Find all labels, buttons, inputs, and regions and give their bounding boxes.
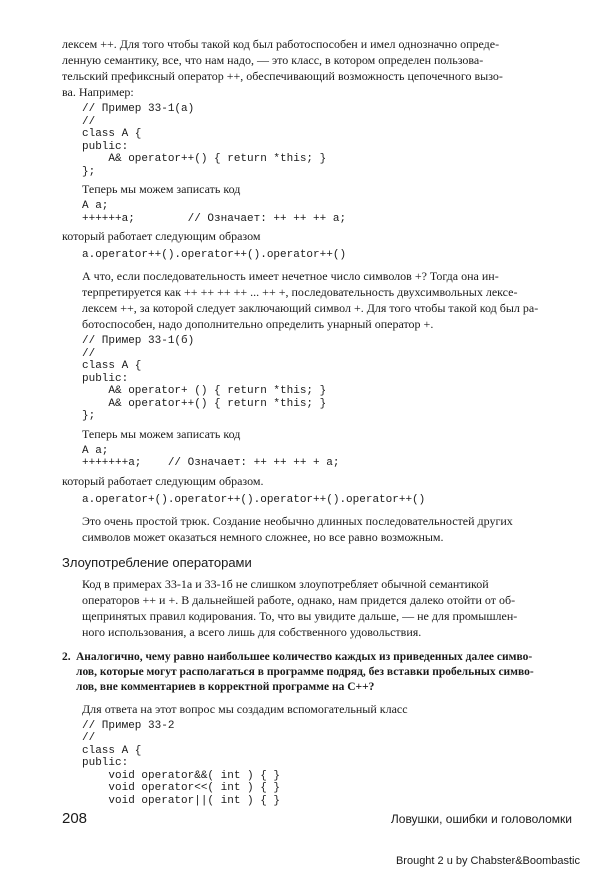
paragraph-odd [62, 268, 572, 332]
code-example-33-1b: // Пример 33-1(б) // class A { public: A& operator+ () { return *this; } A& operator++() { return *this; } }; [82, 335, 327, 422]
text-line: лексем ++. Для того чтобы такой код был работоспособен и имел однозначно опреде- [62, 37, 500, 51]
paragraph-intro [62, 36, 572, 100]
text-line: символов может оказаться немного сложнее, но все равно возможным. [82, 529, 444, 544]
text-line: лексем ++, за которой следует заключающий символ +. Для того чтобы такой код был ра- [82, 301, 539, 315]
text-answer-intro: Для ответа на этот вопрос мы создадим вспомогательный класс [82, 701, 408, 716]
code-usage-2: A a; +++++++a; // Означает: ++ ++ ++ + a; [82, 444, 340, 469]
section-heading: Злоупотребление операторами [62, 554, 252, 570]
question-number: 2. [62, 650, 71, 663]
page-number: 208 [62, 810, 88, 827]
question-line: Аналогично, чему равно наибольшее количество каждых из приведенных далее симво- [76, 650, 533, 663]
code-example-33-2: // Пример 33-2 // class A { public: void operator&&( int ) { } void operator<<( int ) { } void operator||( int ) { } [82, 719, 281, 807]
code-example-33-1a: // Пример 33-1(а) // class A { public: A& operator++() { return *this; } }; [82, 103, 327, 178]
text-line: терпретируется как ++ ++ ++ ++ ... ++ +, последовательность двухсимвольных лексе- [82, 285, 518, 299]
text-write-code: Теперь мы можем записать код [82, 426, 241, 441]
expression-2: a.operator+().operator++().operator++().operator++() [82, 493, 426, 506]
text-line: щепринятых правил кодирования. То, что вы увидите дальше, — не для промышлен- [82, 608, 518, 623]
text-line: ленную семантику, все, что нам надо, — это класс, в котором определен пользова- [62, 53, 484, 67]
code-usage-1: A a; ++++++a; // Означает: ++ ++ ++ a; [82, 200, 347, 225]
text-write-code: Теперь мы можем записать код [82, 182, 241, 196]
question-line: лов, которые могут располагаться в программе подряд, без вставки пробельных симво- [76, 665, 534, 678]
text-line: А что, если последовательность имеет нечетное число символов +? Тогда она ин- [82, 269, 499, 283]
page-body [62, 36, 572, 810]
scan-credit: Brought 2 u by Chabster&Boombastic [395, 855, 580, 867]
text-line: ботоспособен, надо дополнительно определить унарный оператор +. [82, 317, 434, 331]
text-works-as: который работает следующим образом. [62, 473, 264, 488]
paragraph-trick [62, 513, 572, 545]
text-line: операторов ++ и +. В дальнейшей работе, однако, нам придется далеко отойти от об- [82, 592, 516, 607]
text-line: тельский префиксный оператор ++, обеспечивающий возможность цепочечного вызо- [62, 69, 503, 83]
question-2 [62, 650, 572, 695]
expression-1: a.operator++().operator++().operator++() [82, 249, 347, 261]
text-line: ва. Например: [62, 85, 134, 99]
text-line: Код в примерах 33-1а и 33-1б не слишком злоупотребляет обычной семантикой [82, 576, 489, 591]
text-line: ного использования, а всего лишь для собственного удовольствия. [82, 624, 422, 639]
paragraph-abuse [62, 576, 572, 640]
running-title: Ловушки, ошибки и головоломки [390, 812, 572, 826]
text-line: Это очень простой трюк. Создание необычно длинных последовательностей других [82, 513, 513, 528]
text-works-as: который работает следующим образом [62, 229, 261, 243]
question-line: лов, вне комментариев в корректной программе на C++? [76, 680, 375, 693]
